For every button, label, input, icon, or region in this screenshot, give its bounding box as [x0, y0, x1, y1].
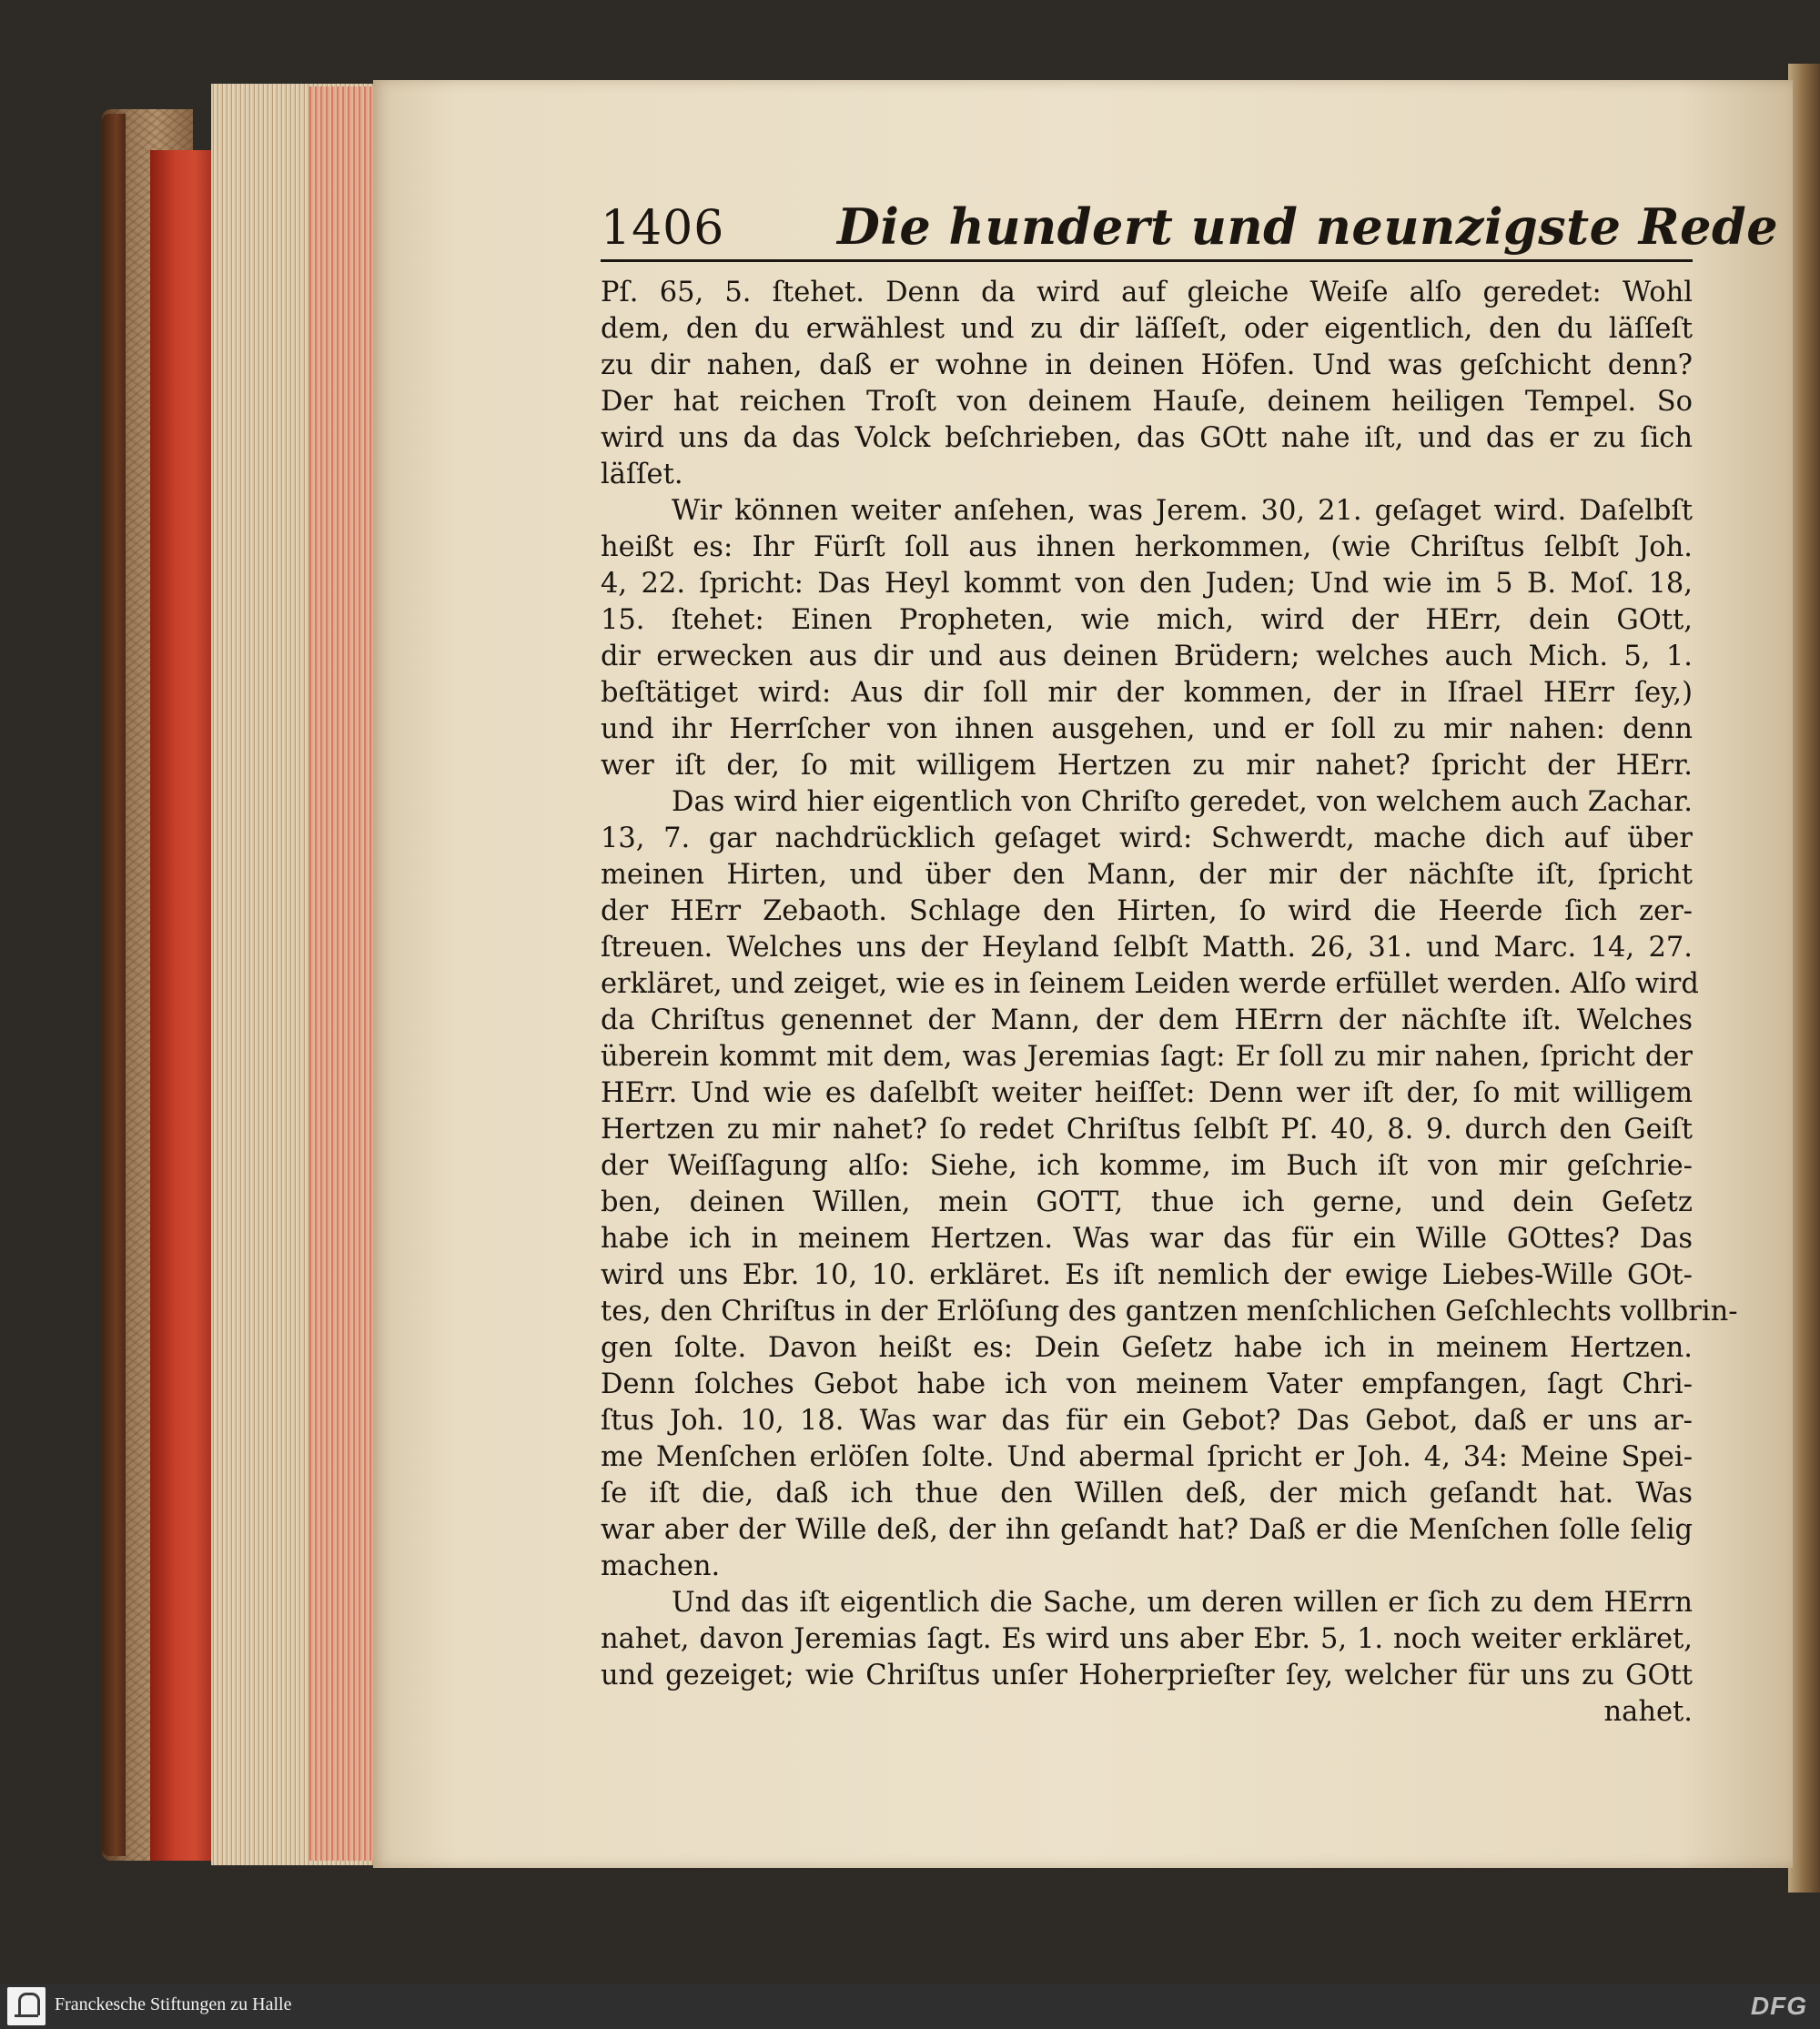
text-line: meinen Hirten, und über den Mann, der mir der nächſte iſt, ſpricht — [601, 859, 1693, 891]
franckesche-stiftungen-logo-icon[interactable] — [7, 1987, 46, 2025]
text-line: da Chriſtus genennet der Mann, der dem HErrn der nächſte iſt. Welches — [601, 1004, 1693, 1036]
text-line: Hertzen zu mir nahet? ſo redet Chriſtus ſelbſt Pſ. 40, 8. 9. durch den Geiſt — [601, 1114, 1693, 1146]
page-header — [601, 196, 1779, 262]
text-line: Der hat reichen Troſt von deinem Hauſe, deinem heiligen Tempel. So — [601, 386, 1693, 418]
text-column — [601, 196, 1779, 1731]
text-line: 4, 22. ſpricht: Das Heyl kommt von den Juden; Und wie im 5 B. Moſ. 18, — [601, 568, 1693, 600]
text-line: wer iſt der, ſo mit willigem Hertzen zu mir nahet? ſpricht der HErr. — [601, 750, 1693, 782]
text-line: Wir können weiter anſehen, was Jerem. 30, 21. geſaget wird. Daſelbſt — [672, 495, 1693, 527]
text-line: Pſ. 65, 5. ſtehet. Denn da wird auf gleiche Weiſe alſo geredet: Wohl — [601, 277, 1693, 308]
text-line: zu dir nahen, daß er wohne in deinen Höfen. Und was geſchicht denn? — [601, 349, 1693, 381]
text-line: erkläret, und zeiget, wie es in ſeinem Leiden werde erfüllet werden. Alſo wird — [601, 968, 1699, 1000]
page-number: 1406 — [601, 201, 725, 256]
text-line: tes, den Chriſtus in der Erlöſung des gantzen menſchlichen Geſchlechts vollbrin- — [601, 1296, 1738, 1327]
text-line: Denn ſolches Gebot habe ich von meinem Vater empfangen, ſagt Chri- — [601, 1368, 1693, 1400]
text-line: nahet. — [1603, 1696, 1693, 1728]
text-line: war aber der Wille deß, der ihn geſandt hat? Daß er die Menſchen ſolle ſelig — [601, 1514, 1693, 1546]
text-line: ſtreuen. Welches uns der Heyland ſelbſt Matth. 26, 31. und Marc. 14, 27. — [601, 932, 1693, 964]
institution-name[interactable]: Franckesche Stiftungen zu Halle — [55, 1994, 292, 2014]
text-line: heißt es: Ihr Fürſt ſoll aus ihnen herkommen, (wie Chriſtus ſelbſt Joh. — [601, 531, 1693, 563]
text-line: überein kommt mit dem, was Jeremias ſagt: Er ſoll zu mir nahen, ſpricht der — [601, 1041, 1693, 1073]
text-line: machen. — [601, 1550, 721, 1582]
text-line: 13, 7. gar nachdrücklich geſaget wird: Schwerdt, mache dich auf über — [601, 823, 1693, 854]
text-line: me Menſchen erlöſen ſolte. Und abermal ſpricht er Joh. 4, 34: Meine Spei- — [601, 1441, 1693, 1473]
text-line: der HErr Zebaoth. Schlage den Hirten, ſo wird die Heerde ſich zer- — [601, 895, 1693, 927]
text-line: wird uns da das Volck beſchrieben, das GOtt nahe iſt, und das er zu ſich — [601, 422, 1693, 454]
running-head: Die hundert und neunzigste Rede — [837, 197, 1779, 256]
text-line: Das wird hier eigentlich von Chriſto geredet, von welchem auch Zachar. — [672, 786, 1693, 818]
viewer-footer — [0, 1984, 1820, 2029]
text-line: habe ich in meinem Hertzen. Was war das für ein Wille GOttes? Das — [601, 1223, 1693, 1255]
facing-page-edge — [1788, 64, 1820, 1893]
text-line: Und das iſt eigentlich die Sache, um deren willen er ſich zu dem HErrn — [672, 1587, 1693, 1619]
dfg-logo[interactable]: DFG — [1750, 1992, 1807, 2020]
text-line: dir erwecken aus dir und aus deinen Brüdern; welches auch Mich. 5, 1. — [601, 641, 1693, 672]
text-line: HErr. Und wie es daſelbſt weiter heiſſet: Denn wer iſt der, ſo mit willigem — [601, 1077, 1693, 1109]
text-line: dem, den du erwählest und zu dir läſſeſt, oder eigentlich, den du läſſeſt — [601, 313, 1693, 345]
text-line: nahet, davon Jeremias ſagt. Es wird uns aber Ebr. 5, 1. noch weiter erkläret, — [601, 1623, 1693, 1655]
text-line: läſſet. — [601, 459, 683, 490]
text-line: 15. ſtehet: Einen Propheten, wie mich, wird der HErr, dein GOtt, — [601, 604, 1693, 636]
text-line: der Weiſſagung alſo: Siehe, ich komme, im Buch iſt von mir geſchrie- — [601, 1150, 1693, 1182]
text-line: wird uns Ebr. 10, 10. erkläret. Es iſt nemlich der ewige Liebes-Wille GOt- — [601, 1259, 1693, 1291]
text-line: ſe iſt die, daß ich thue den Willen deß, der mich geſandt hat. Was — [601, 1478, 1693, 1509]
leather-spine — [102, 114, 126, 1856]
text-line: ben, deinen Willen, mein GOTT, thue ich gerne, und dein Geſetz — [601, 1186, 1693, 1218]
red-page-edge — [150, 150, 214, 1861]
text-line: und gezeiget; wie Chriſtus unſer Hoherprieſter ſey, welcher für uns zu GOtt — [601, 1660, 1693, 1691]
text-line: ſtus Joh. 10, 18. Was war das für ein Gebot? Das Gebot, daß er uns ar- — [601, 1405, 1693, 1437]
logo-base-shape — [15, 2014, 38, 2017]
logo-arch-shape — [18, 1993, 40, 2015]
text-line: beſtätiget wird: Aus dir ſoll mir der kommen, der in Iſrael HErr ſey,) — [601, 677, 1693, 709]
text-line: und ihr Herrſcher von ihnen ausgehen, und er ſoll zu mir nahen: denn — [601, 713, 1693, 745]
body-text — [601, 275, 1738, 1731]
text-line: gen ſolte. Davon heißt es: Dein Geſetz habe ich in meinem Hertzen. — [601, 1332, 1693, 1364]
